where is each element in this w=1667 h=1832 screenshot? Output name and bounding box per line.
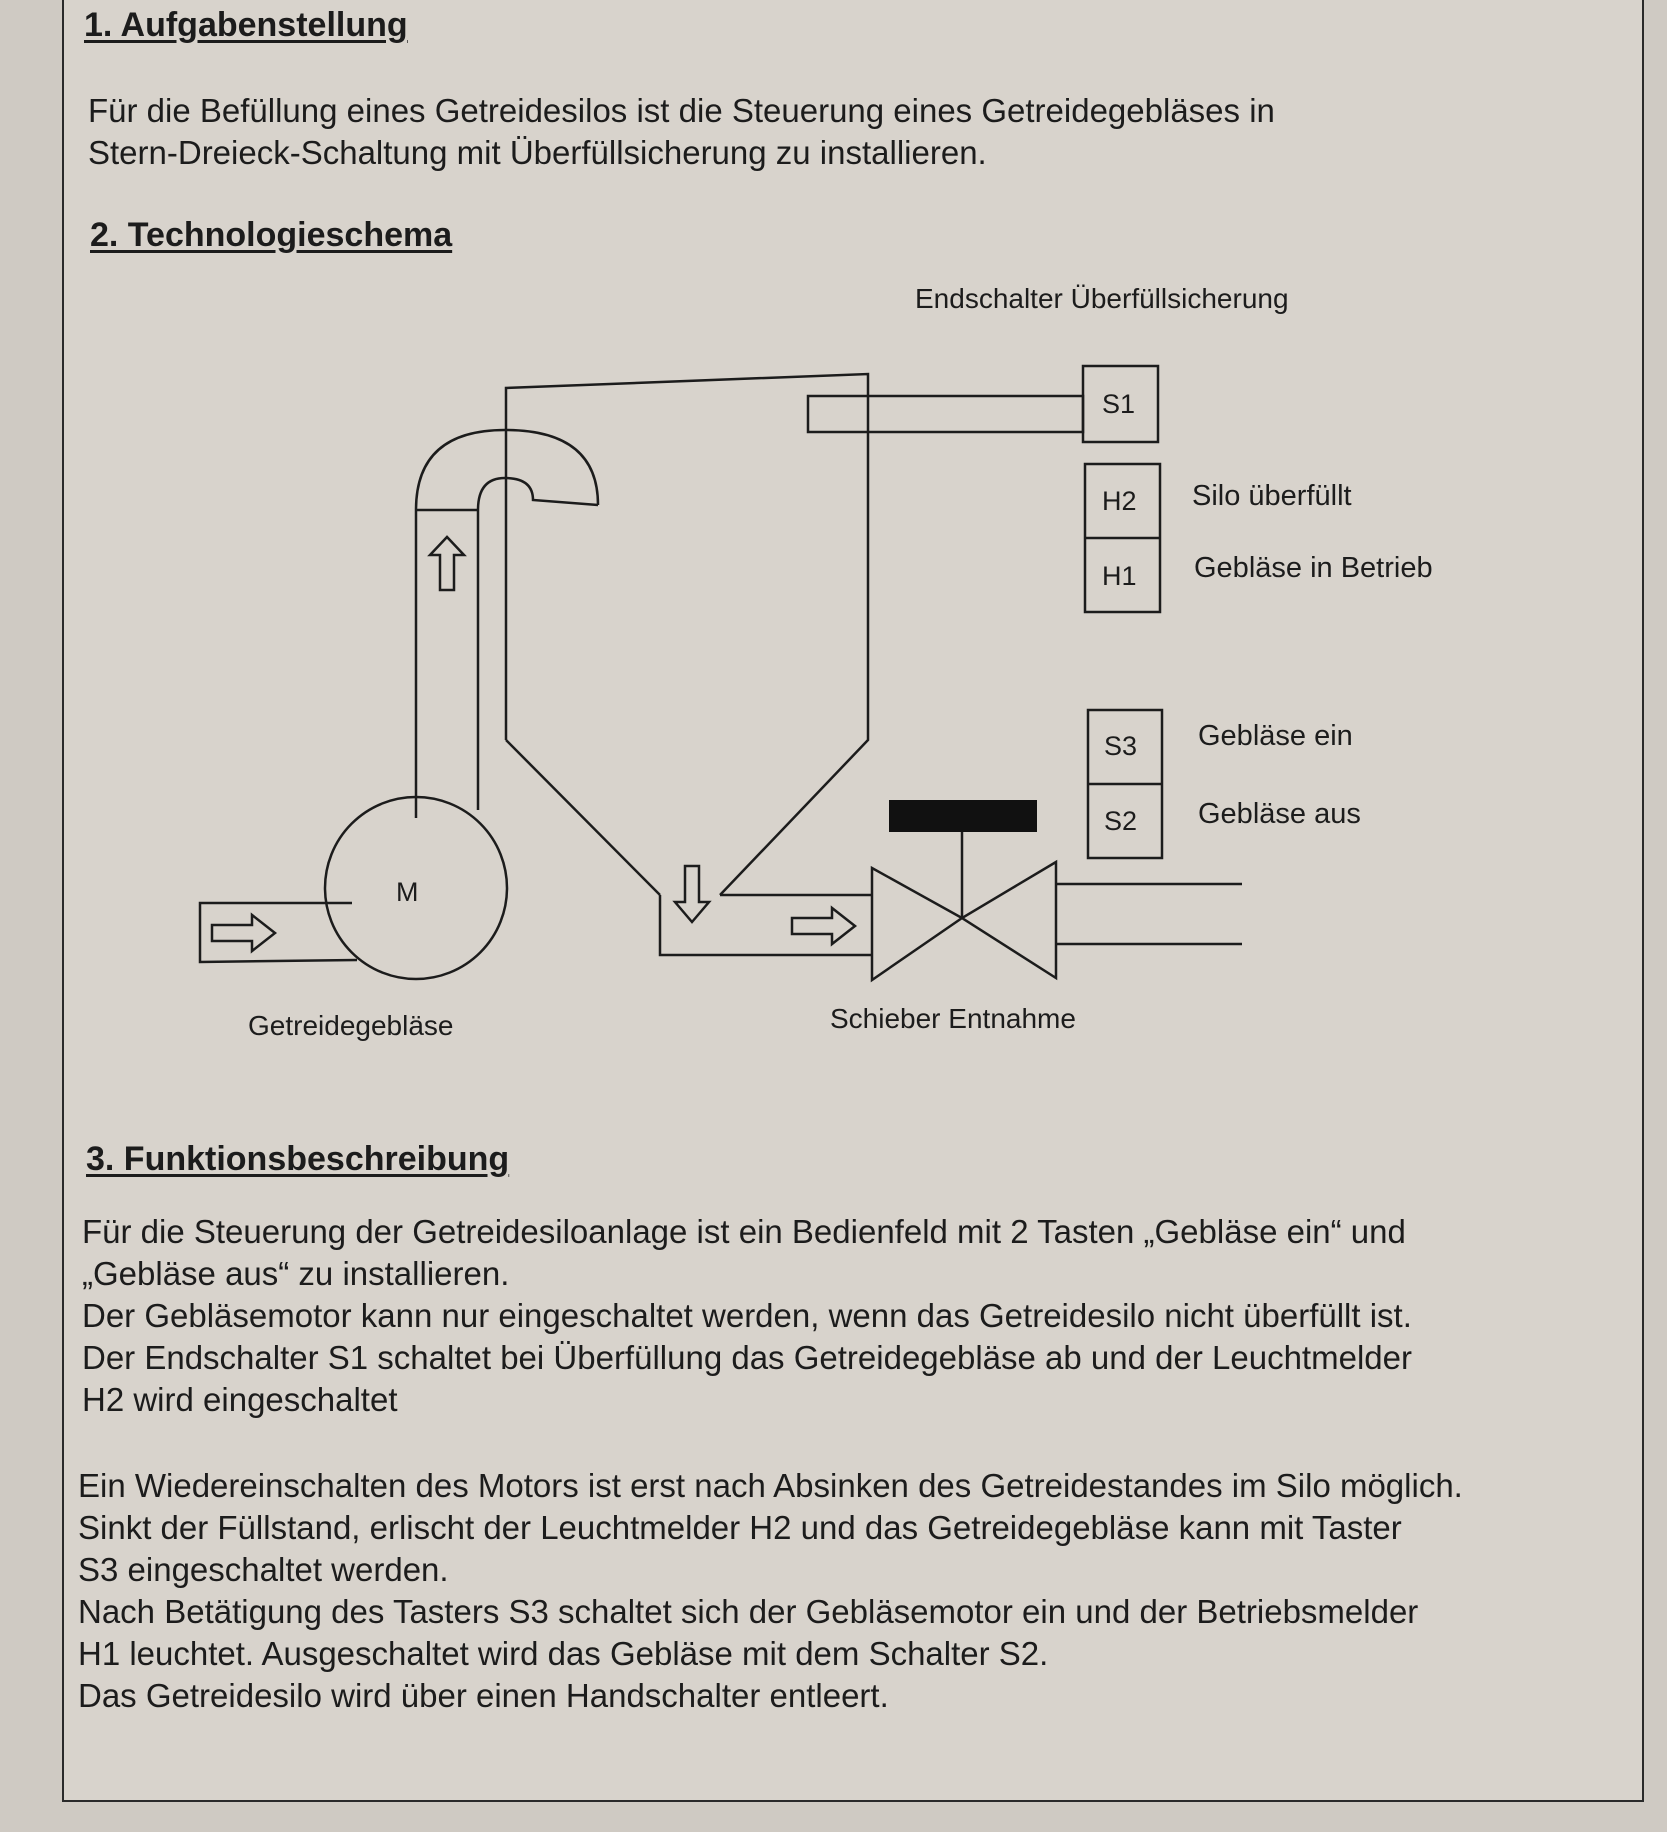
s1-label: S1 — [1102, 389, 1136, 419]
down-arrow-icon — [675, 866, 709, 922]
section3-line: S3 eingeschaltet werden. — [78, 1551, 449, 1588]
valve-left-triangle — [872, 868, 962, 980]
h2-label: H2 — [1102, 486, 1137, 516]
up-arrow-icon — [430, 537, 464, 590]
section3-line: Ein Wiedereinschalten des Motors ist erst nach Absinken des Getreidestandes im Silo möglich. — [78, 1467, 1463, 1504]
section3-line: Nach Betätigung des Tasters S3 schaltet sich der Gebläsemotor ein und der Betriebsmelder — [78, 1593, 1419, 1630]
valve-handwheel — [889, 800, 1037, 832]
section3-line: H2 wird eingeschaltet — [82, 1381, 398, 1418]
elbow-inner — [478, 478, 598, 510]
indicator-text-s2: Gebläse aus — [1198, 798, 1361, 830]
s2-label: S2 — [1104, 806, 1138, 836]
inlet-pipe — [200, 903, 357, 962]
section3-line: Der Endschalter S1 schaltet bei Überfüllung das Getreidegebläse ab und der Leuchtmelder — [82, 1339, 1412, 1376]
section3-line: „Gebläse aus“ zu installieren. — [82, 1255, 510, 1292]
section3-line: Das Getreidesilo wird über einen Handschalter entleert. — [78, 1677, 889, 1714]
motor-label: M — [396, 877, 419, 907]
section3-line: Sinkt der Füllstand, erlischt der Leuchtmelder H2 und das Getreidegebläse kann mit Taster — [78, 1509, 1402, 1546]
section3-block2 — [78, 1465, 1463, 1717]
outlet-pipe-bottom — [660, 895, 872, 955]
valve-right-triangle — [962, 862, 1056, 978]
sensor-bar — [808, 396, 1083, 432]
section3-line: H1 leuchtet. Ausgeschaltet wird das Gebläse mit dem Schalter S2. — [78, 1635, 1049, 1672]
section3-heading: 3. Funktionsbeschreibung — [86, 1140, 510, 1178]
silo-outline — [506, 374, 868, 895]
s3-label: S3 — [1104, 731, 1138, 761]
section3-line: Der Gebläsemotor kann nur eingeschaltet werden, wenn das Getreidesilo nicht überfüllt ist. — [82, 1297, 1412, 1334]
right-arrow-icon-outlet — [792, 908, 855, 944]
section3-block1 — [82, 1211, 1412, 1421]
section1-line: Für die Befüllung eines Getreidesilos ist die Steuerung eines Getreidegebläses in — [88, 92, 1275, 129]
valve-label: Schieber Entnahme — [830, 1003, 1076, 1034]
indicator-text-h2: Silo überfüllt — [1192, 480, 1352, 512]
section3-line: Für die Steuerung der Getreidesiloanlage ist ein Bedienfeld mit 2 Tasten „Gebläse ein“ und — [82, 1213, 1406, 1250]
h1-label: H1 — [1102, 561, 1137, 591]
indicator-text-h1: Gebläse in Betrieb — [1194, 552, 1433, 584]
indicator-text-s3: Gebläse ein — [1198, 720, 1353, 752]
silo-funnel-left — [506, 740, 660, 895]
right-arrow-icon-inlet — [212, 915, 275, 951]
section2-heading: 2. Technologieschema — [90, 216, 453, 254]
section1-heading: 1. Aufgabenstellung — [84, 6, 408, 44]
endschalter-label: Endschalter Überfüllsicherung — [915, 283, 1289, 314]
section1-line: Stern-Dreieck-Schaltung mit Überfüllsicherung zu installieren. — [88, 134, 987, 171]
blower-label: Getreidegebläse — [248, 1010, 454, 1041]
